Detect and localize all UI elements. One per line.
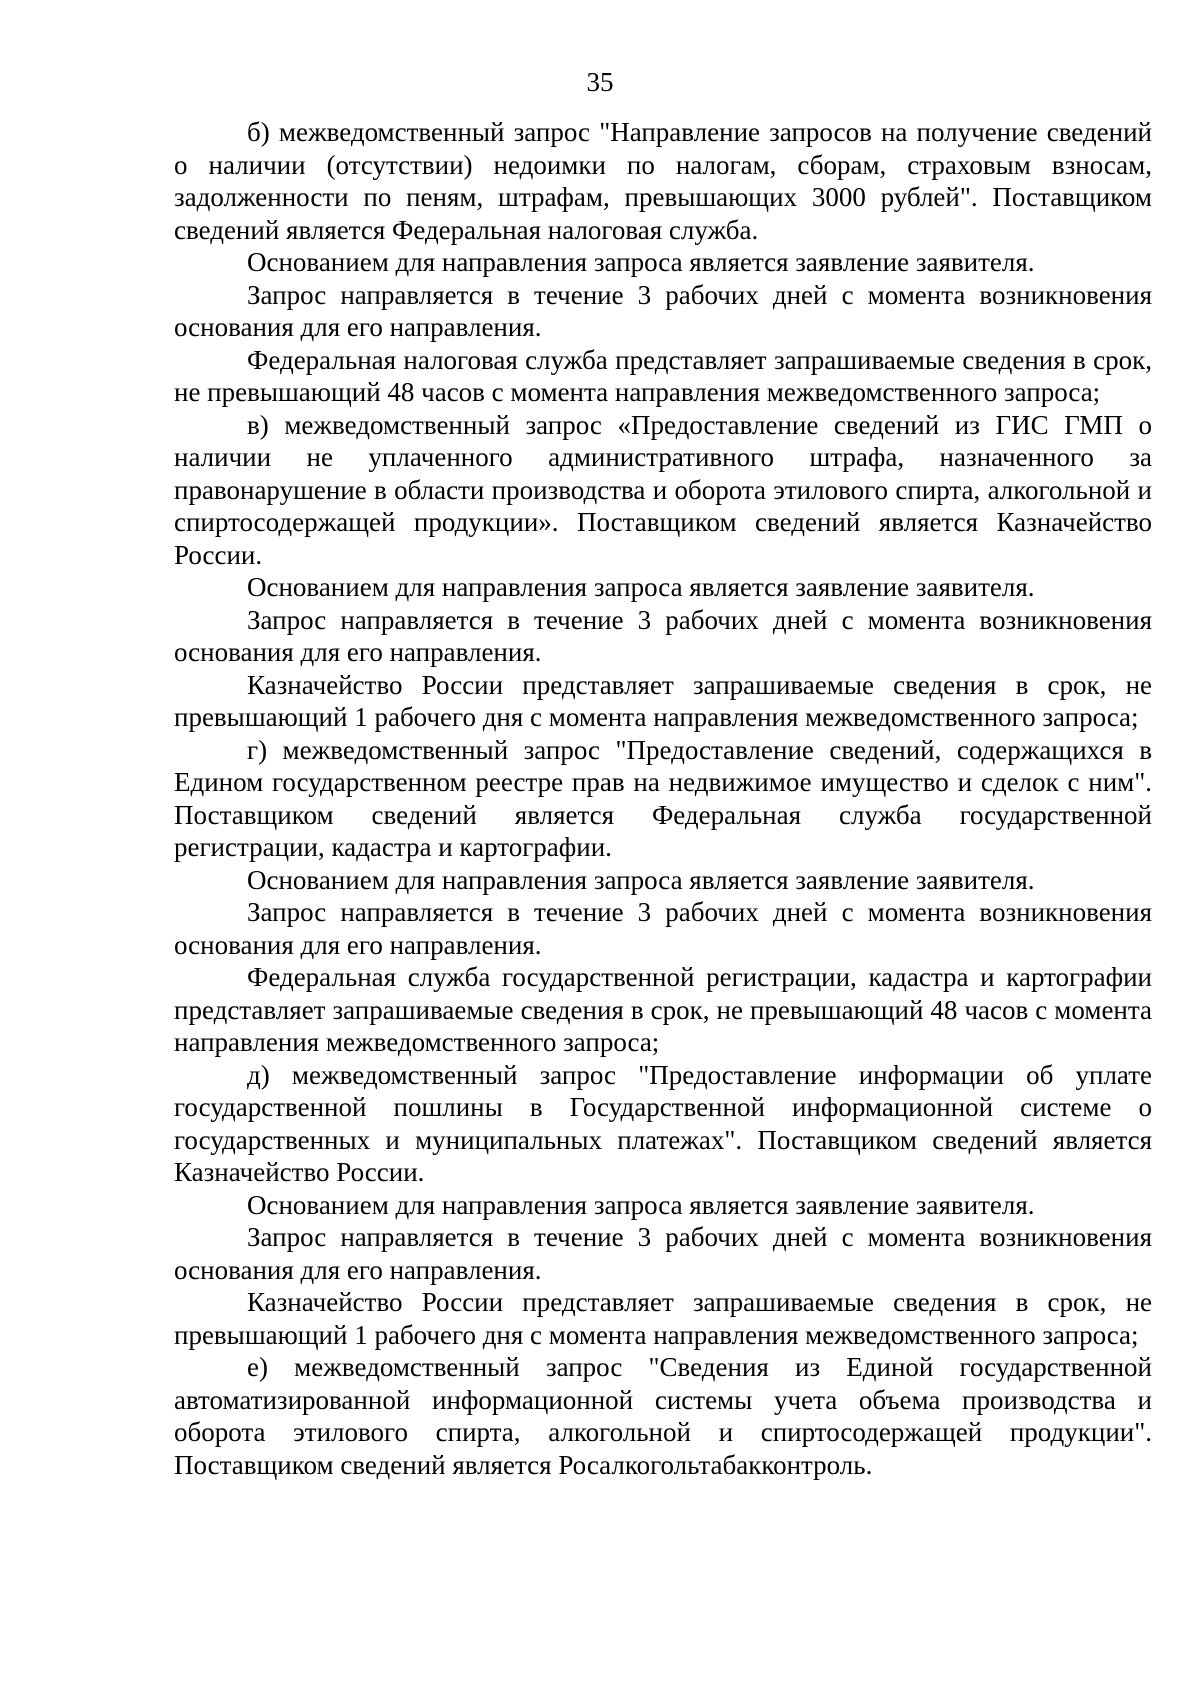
paragraph-basis: Основанием для направления запроса является заявление заявителя. — [247, 247, 1035, 277]
paragraph-deadline: Запрос направляется в течение 3 рабочих дней с момента возникновения основания для его направления. — [174, 604, 1152, 667]
paragraph-basis: Основанием для направления запроса является заявление заявителя. — [247, 572, 1035, 602]
paragraph-deadline: Запрос направляется в течение 3 рабочих дней с момента возникновения основания для его направления. — [174, 1222, 1152, 1285]
paragraph-response-term: Казначейство России представляет запрашиваемые сведения в срок, не превышающий 1 рабочего дня с момента направления межведомственного запроса; — [174, 1287, 1152, 1350]
paragraph-e-request: е) межведомственный запрос "Сведения из Единой государственной автоматизированной информационной системы учета объема производства и оборота этилового спирта, алкогольной и спиртосодержащей продукции". Поставщиком сведений является Росалкогольтабакконтроль. — [174, 1352, 1152, 1480]
paragraph-response-term: Федеральная служба государственной регистрации, кадастра и картографии представляет запрашиваемые сведения в срок, не превышающий 48 часов с момента направления межведомственного запроса; — [174, 962, 1152, 1057]
paragraph-response-term: Казначейство России представляет запрашиваемые сведения в срок, не превышающий 1 рабочего дня с момента направления межведомственного запроса; — [174, 669, 1152, 732]
paragraph-basis: Основанием для направления запроса является заявление заявителя. — [247, 864, 1035, 895]
paragraph-g-request: г) межведомственный запрос "Предоставление сведений, содержащихся в Едином государственном реестре прав на недвижимое имущество и сделок с ним". Поставщиком сведений является Федеральная служба государственной регистрации, кадастра и картографии. — [174, 734, 1152, 862]
paragraph-response-term: Федеральная налоговая служба представляет запрашиваемые сведения в срок, не превышающий 48 часов с момента направления межведомственного запроса; — [174, 344, 1152, 407]
page-number: 35 — [586, 67, 614, 97]
paragraph-deadline: Запрос направляется в течение 3 рабочих дней с момента возникновения основания для его направления. — [174, 897, 1152, 960]
document-body — [174, 116, 1152, 1481]
paragraph-v-request: в) межведомственный запрос «Предоставление сведений из ГИС ГМП о наличии не уплаченного административного штрафа, назначенного за правонарушение в области производства и оборота этилового спирта, алкогольной и спиртосодержащей продукции». Поставщиком сведений является Казначейство России. — [174, 409, 1152, 570]
paragraph-b-request: б) межведомственный запрос "Направление запросов на получение сведений о наличии (отсутствии) недоимки по налогам, сборам, страховым взносам, задолженности по пеням, штрафам, превышающих 3000 рублей". Поставщиком сведений является Федеральная налоговая служба. — [174, 117, 1152, 245]
paragraph-basis: Основанием для направления запроса является заявление заявителя. — [247, 1189, 1035, 1220]
paragraph-deadline: Запрос направляется в течение 3 рабочих дней с момента возникновения основания для его направления. — [174, 279, 1152, 342]
paragraph-d-request: д) межведомственный запрос "Предоставление информации об уплате государственной пошлины в Государственной информационной системе о государственных и муниципальных платежах". Поставщиком сведений является Казначейство России. — [174, 1059, 1152, 1187]
